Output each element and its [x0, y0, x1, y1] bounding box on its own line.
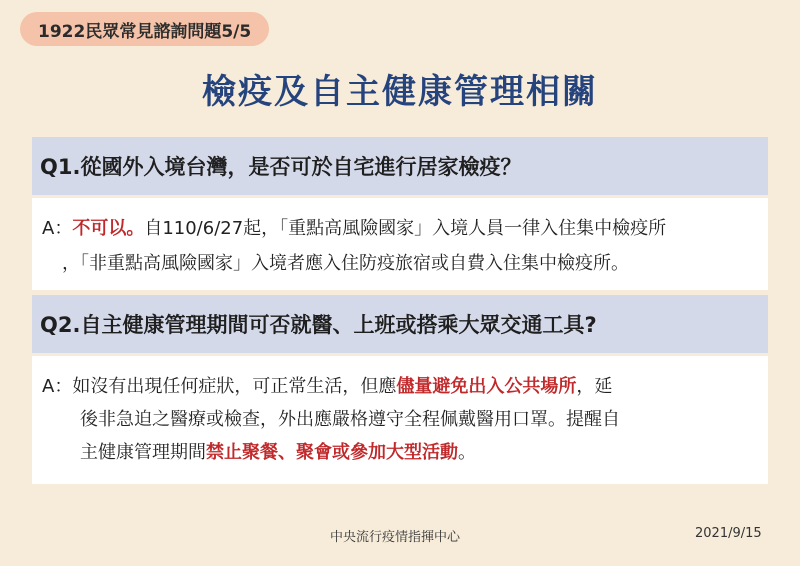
answer-2-text-c: 後非急迫之醫療或檢查，外出應嚴格遵守全程佩戴醫用口罩。提醒自	[80, 409, 620, 430]
page-title: 檢疫及自主健康管理相關	[202, 72, 598, 112]
answer-1-box	[32, 198, 768, 290]
answer-2-line-2	[80, 407, 620, 433]
question-1-bar	[32, 137, 768, 195]
badge-text: 1922民眾常見諮詢問題5/5	[38, 21, 252, 42]
answer-2-line-3	[80, 440, 476, 466]
answer-2-highlight-2: 禁止聚餐、聚會或參加大型活動	[206, 442, 458, 463]
answer-1-highlight: 不可以。	[72, 218, 145, 239]
answer-1-line-2	[62, 251, 629, 277]
answer-2-highlight-1: 儘量避免出入公共場所	[396, 376, 577, 397]
answer-1-line-1	[42, 216, 666, 242]
question-2-text: Q2.自主健康管理期間可否就醫、上班或搭乘大眾交通工具?	[40, 313, 597, 337]
footer-org: 中央流行疫情指揮中心	[330, 530, 461, 545]
question-1-text: Q1.從國外入境台灣，是否可於自宅進行居家檢疫？	[40, 155, 522, 179]
answer-2-box	[32, 356, 768, 484]
answer-1-prefix: A：	[42, 218, 73, 239]
answer-1-text-b: ，「非重點高風險國家」入境者應入住防疫旅宿或自費入住集中檢疫所。	[62, 253, 629, 274]
topic-badge	[20, 12, 269, 46]
answer-2-text-a: 如沒有出現任何症狀，可正常生活，但應	[72, 376, 397, 397]
answer-2-text-b: ，延	[576, 376, 613, 397]
answer-2-text-d: 主健康管理期間	[80, 442, 206, 463]
question-2-bar	[32, 295, 768, 353]
answer-2-line-1	[42, 374, 612, 400]
answer-1-text-a: 自110/6/27起，「重點高風險國家」入境人員一律入住集中檢疫所	[144, 218, 667, 239]
answer-2-text-e: 。	[458, 442, 476, 463]
footer-date: 2021/9/15	[695, 526, 762, 541]
answer-2-prefix: A：	[42, 376, 73, 397]
